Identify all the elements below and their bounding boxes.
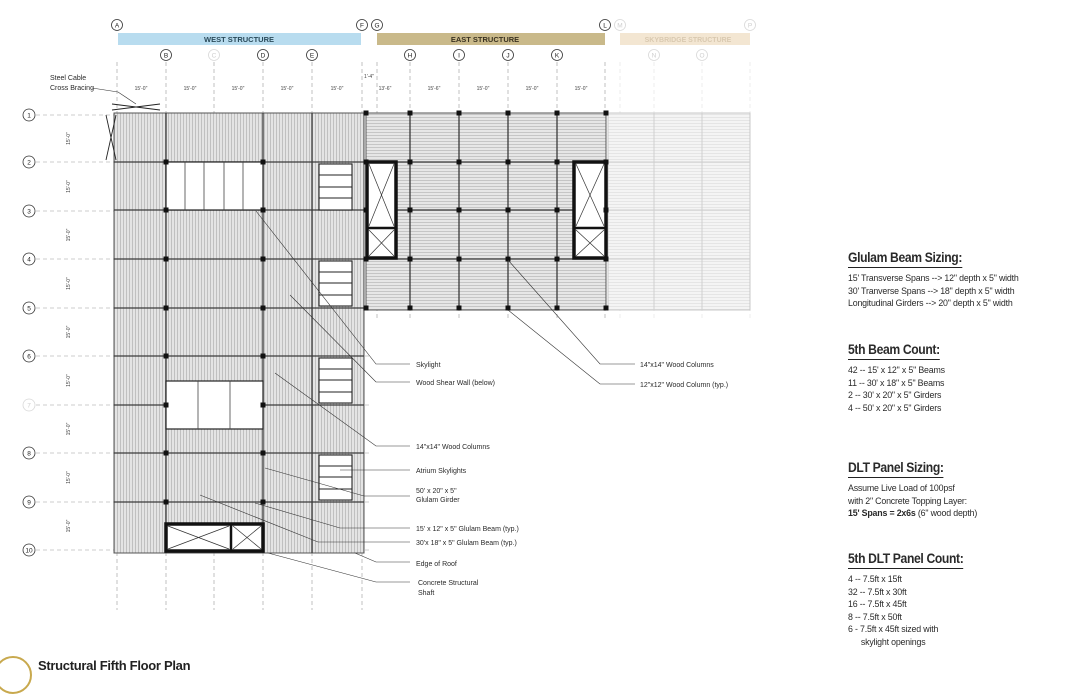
svg-text:F: F [360,22,364,30]
grid-bubble-d [258,50,269,61]
span-dimension: 15'-6" [427,86,441,92]
wood-column [457,257,462,262]
span-dimension: 15'-0" [183,86,197,92]
concrete-shaft-east-left [367,162,396,258]
wood-column [408,208,413,213]
svg-text:P: P [747,22,753,30]
svg-text:O: O [699,52,705,60]
span-dimension: 15'-0" [134,86,148,92]
wood-column [457,306,462,311]
girder-label-2: Glulam Girder [416,497,460,504]
wood-column [364,306,369,311]
beam-count-line: 11 -- 30' x 18" x 5" Beams [848,377,945,389]
grid-bubble-row-7 [23,399,35,411]
wood-column [364,160,369,165]
grid-bubble-c [209,50,220,61]
svg-text:9: 9 [27,499,31,507]
west-structure-label: WEST STRUCTURE [204,35,274,44]
wood-column [604,208,609,213]
grid-bubble-p [745,20,756,31]
grid-bubble-k [552,50,563,61]
row-dimension: 15'-0" [66,180,72,193]
wood-column [261,354,266,359]
dlt-sizing-line [848,508,1050,521]
wood-column [457,160,462,165]
dlt-count-title: 5th DLT Panel Count: [848,551,963,569]
svg-text:L: L [603,22,607,30]
wood-column [506,111,511,116]
svg-text:D: D [260,52,266,60]
wood-column [408,257,413,262]
skylight-lower [166,381,263,429]
skybridge-floor-plate [608,113,750,310]
cable-bracing-leader [92,88,136,104]
row-dimension: 15'-0" [66,325,72,339]
shear-wall-label: Wood Shear Wall (below) [416,380,495,387]
svg-text:B: B [163,52,169,60]
grid-bubble-m [615,20,626,31]
svg-text:C: C [211,52,217,60]
row-dimension: 15'-0" [66,277,72,290]
wood-column [261,500,266,505]
grid-bubble-g [372,20,383,31]
skylight-label: Skylight [416,362,441,369]
grid-bubble-row-1 [23,109,35,121]
svg-text:M: M [617,22,623,30]
wood-column [164,160,169,165]
beam-count-title: 5th Beam Count: [848,342,940,360]
svg-text:H: H [407,52,413,60]
dlt-sizing-panel [848,459,1068,521]
grid-bubble-row-6 [23,350,35,362]
row-dimension: 15'-0" [66,471,72,484]
wood-column [604,111,609,116]
east-structure-label: EAST STRUCTURE [450,35,520,44]
grid-bubble-n [649,50,660,61]
glulam-sizing-line: 15' Transverse Spans --> 12" depth x 5" width [848,273,1019,284]
svg-text:5: 5 [27,305,31,313]
shaft-label-1: Concrete Structural [418,580,479,587]
svg-text:2: 2 [27,159,31,167]
svg-text:A: A [114,22,120,30]
wood-column [261,208,266,213]
svg-text:J: J [506,52,510,60]
wood-column [408,306,413,311]
plan-title-marker [0,656,32,694]
east-floor-plate [366,113,606,310]
grid-bubble-j [503,50,514,61]
wood-column [164,208,169,213]
dlt-sizing-title: DLT Panel Sizing: [848,460,944,478]
glulam-sizing-panel [848,249,1068,311]
svg-text:1: 1 [27,112,31,120]
wood-column [604,306,609,311]
wood-column [408,160,413,165]
wood-column [604,160,609,165]
svg-text:G: G [374,22,380,30]
beam-30-label: 30'x 18" x 5" Glulam Beam (typ.) [416,540,517,547]
wood-column [555,208,560,213]
wood-column [261,160,266,165]
wood-column [506,160,511,165]
concrete-shaft-east-right [574,162,606,258]
wood-column [408,111,413,116]
grid-bubble-row-2 [23,156,35,168]
east-columns-12-label: 12"x12" Wood Column (typ.) [640,382,729,389]
grid-bubble-f [357,20,368,31]
svg-text:4: 4 [27,256,31,264]
span-dimension: 15'-0" [525,86,539,92]
grid-bubble-row-8 [23,447,35,459]
svg-text:8: 8 [27,450,31,458]
dlt-count-line: 32 -- 7.5ft x 30ft [848,586,907,598]
gap-dimension: 1'-4" [364,74,374,80]
wood-column [364,208,369,213]
span-dimension: 15'-0" [330,86,344,92]
skylight-upper [166,162,263,210]
grid-bubble-a [112,20,123,31]
svg-text:I: I [458,52,460,60]
grid-bubble-l [600,20,611,31]
shaft-label-2: Shaft [418,590,435,597]
wood-column [164,451,169,456]
wood-column [506,208,511,213]
dlt-span-bold: 15' Spans = 2x6s [848,508,916,520]
wood-column [261,306,266,311]
grid-bubble-h [405,50,416,61]
beam-count-panel [848,341,1068,415]
grid-bubble-o [697,50,708,61]
wood-column [555,160,560,165]
row-dimension: 15'-0" [66,132,72,145]
wood-column [555,111,560,116]
dlt-count-line: skylight openings [860,636,926,648]
wood-column [164,500,169,505]
row-dimension: 15'-0" [66,228,72,242]
beam-count-line: 42 -- 15' x 12" x 5" Beams [848,365,945,376]
grid-bubble-b [161,50,172,61]
svg-text:3: 3 [27,208,31,216]
grid-bubble-e [307,50,318,61]
glulam-sizing-line: Longitudinal Girders --> 20" depth x 5" width [848,298,1013,310]
wood-column [555,306,560,311]
svg-text:6: 6 [27,353,31,361]
wood-column [506,257,511,262]
row-dimension: 15'-0" [66,374,72,387]
dlt-sizing-line: Assume Live Load of 100psf [848,483,955,494]
girder-label-1: 50' x 20" x 5" [416,488,457,495]
cable-bracing-label-2: Cross Bracing [50,85,94,92]
beam-count-line: 4 -- 50' x 20" x 5" Girders [848,402,942,414]
dlt-count-line: 4 -- 7.5ft x 15ft [848,574,902,585]
wood-column [261,403,266,408]
svg-text:7: 7 [27,402,31,410]
dlt-count-line: 6 - 7.5ft x 45ft sized with [848,624,939,636]
wood-column [457,111,462,116]
wood-column [164,403,169,408]
wood-column [364,257,369,262]
beam-count-line: 2 -- 30' x 20" x 5" Girders [848,390,942,402]
span-dimension: 15'-0" [574,86,588,92]
span-dimension: 15'-0" [476,86,490,92]
svg-text:10: 10 [25,547,33,555]
row-dimension: 15'-0" [66,519,72,533]
dlt-span-rest: (6" wood depth) [915,508,978,520]
edge-of-roof-label: Edge of Roof [416,561,457,568]
svg-text:E: E [309,52,315,60]
concrete-shaft-west [166,524,263,551]
span-dimension: 15'-0" [231,86,245,92]
grid-bubble-row-9 [23,496,35,508]
grid-bubble-row-4 [23,253,35,265]
wood-column [364,111,369,116]
wood-column [164,257,169,262]
wood-column [164,306,169,311]
beam-15-label: 15' x 12" x 5" Glulam Beam (typ.) [416,526,519,533]
grid-bubble-row-3 [23,205,35,217]
wood-column [457,208,462,213]
wood-column [506,306,511,311]
grid-bubble-i [454,50,465,61]
plan-title: Structural Fifth Floor Plan [38,658,191,673]
grid-bubble-row-5 [23,302,35,314]
atrium-skylights-label: Atrium Skylights [416,468,467,475]
glulam-sizing-line: 30' Tranverse Spans --> 18" depth x 5" width [848,285,1015,297]
span-dimension: 15'-0" [280,86,294,92]
wood-column [555,257,560,262]
wood-column [261,451,266,456]
svg-text:K: K [554,52,560,60]
glulam-sizing-title: Glulam Beam Sizing: [848,250,962,268]
dlt-count-panel [848,550,1068,650]
svg-text:N: N [651,52,657,60]
wood-column [261,257,266,262]
dlt-sizing-line: with 2" Concrete Topping Layer: [848,495,967,507]
skybridge-structure-label: SKYBRIDGE STRUCTURE [644,37,732,44]
dlt-count-line: 8 -- 7.5ft x 50ft [848,611,902,623]
wood-column [604,257,609,262]
columns-14-label: 14"x14" Wood Columns [416,444,490,451]
grid-bubble-row-10 [23,544,35,556]
span-dimension: 13'-6" [378,86,392,92]
east-columns-14-label: 14"x14" Wood Columns [640,362,714,369]
dlt-count-line: 16 -- 7.5ft x 45ft [848,599,907,611]
wood-column [164,354,169,359]
cable-bracing-label-1: Steel Cable [50,75,87,82]
row-dimension: 15'-0" [66,422,72,436]
